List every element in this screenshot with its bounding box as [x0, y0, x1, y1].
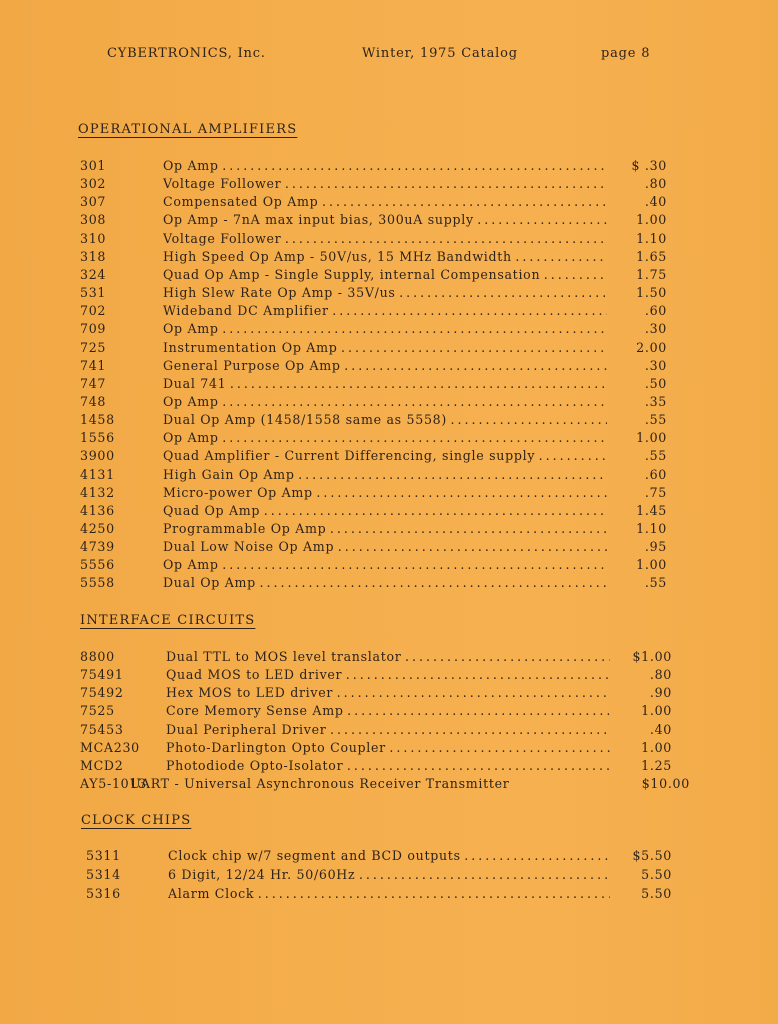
part-price: $1.00 — [632, 649, 672, 664]
part-description-text: Voltage Follower — [163, 176, 282, 192]
part-description-text: Quad MOS to LED driver — [166, 667, 343, 683]
part-description-text: Voltage Follower — [163, 230, 282, 246]
part-number: MCA230 — [80, 739, 140, 755]
part-price: .30 — [644, 357, 667, 373]
part-price: .40 — [644, 194, 667, 210]
part-description-text: UART - Universal Asynchronous Receiver Transmitter — [130, 776, 510, 792]
part-number: 748 — [80, 393, 107, 409]
catalog-row — [0, 358, 778, 376]
part-description — [168, 848, 610, 863]
catalog-row — [0, 867, 778, 885]
part-description-text: High Slew Rate Op Amp - 35V/us — [163, 285, 396, 301]
part-description-text: Alarm Clock — [168, 886, 255, 901]
part-description-text: Op Amp — [163, 321, 219, 337]
part-description — [163, 340, 607, 355]
part-description — [130, 776, 510, 791]
part-description-text: Op Amp — [163, 557, 219, 573]
part-description — [166, 758, 610, 773]
part-description — [163, 285, 607, 300]
part-number: 3900 — [80, 448, 115, 464]
part-description — [163, 176, 607, 191]
catalog-row — [0, 776, 778, 794]
part-price: 1.65 — [636, 248, 667, 264]
part-number: 302 — [80, 176, 107, 192]
catalog-row — [0, 376, 778, 394]
catalog-row — [0, 848, 778, 866]
part-number: 318 — [80, 248, 107, 264]
catalog-row — [0, 503, 778, 521]
part-number: 8800 — [80, 649, 115, 664]
part-description-text: Op Amp — [163, 158, 219, 173]
part-description — [168, 867, 610, 882]
part-price: 2.00 — [636, 339, 667, 355]
part-description-text: Core Memory Sense Amp — [166, 703, 344, 719]
part-price: .60 — [644, 303, 667, 319]
part-description — [166, 703, 610, 718]
part-price: .55 — [644, 448, 667, 464]
part-number: 75492 — [80, 685, 124, 701]
part-description — [163, 467, 607, 482]
part-description — [166, 740, 610, 755]
part-description — [163, 249, 607, 264]
part-description-text: Op Amp — [163, 430, 219, 446]
part-description-text: Op Amp - 7nA max input bias, 300uA supply — [163, 212, 474, 228]
catalog-row — [0, 557, 778, 575]
part-description — [163, 321, 607, 336]
catalog-row — [0, 539, 778, 557]
part-description-text: General Purpose Op Amp — [163, 357, 341, 373]
part-description — [163, 158, 607, 173]
part-description — [163, 575, 607, 590]
part-description-text: Dual 741 — [163, 375, 227, 391]
part-number: 4131 — [80, 466, 115, 482]
part-description — [163, 194, 607, 209]
part-price: 1.00 — [636, 212, 667, 228]
part-description-text: Photodiode Opto-Isolator — [166, 757, 344, 773]
part-description — [163, 412, 607, 427]
catalog-row — [0, 176, 778, 194]
part-number: MCD2 — [80, 757, 124, 773]
part-description — [166, 722, 610, 737]
part-price: .60 — [644, 466, 667, 482]
part-number: 5311 — [86, 848, 121, 863]
part-description — [163, 212, 607, 227]
part-number: 5316 — [86, 886, 121, 901]
part-price: .95 — [644, 539, 667, 555]
part-number: 747 — [80, 375, 107, 391]
part-description-text: Dual Op Amp — [163, 575, 256, 591]
part-description — [163, 485, 607, 500]
part-description — [163, 394, 607, 409]
part-price: .80 — [649, 667, 672, 683]
catalog-row — [0, 575, 778, 593]
catalog-row — [0, 886, 778, 904]
part-number: 4739 — [80, 539, 115, 555]
part-description-text: Micro-power Op Amp — [163, 484, 313, 500]
part-price: 1.75 — [636, 266, 667, 282]
part-description — [163, 376, 607, 391]
part-price: .90 — [649, 685, 672, 701]
part-number: 1458 — [80, 412, 115, 428]
section-title-interface-circuits: INTERFACE CIRCUITS — [80, 613, 256, 628]
part-description — [166, 667, 610, 682]
part-description-text: Dual TTL to MOS level translator — [166, 649, 402, 664]
part-price: 1.00 — [636, 430, 667, 446]
part-description-text: Programmable Op Amp — [163, 521, 327, 536]
catalog-row — [0, 394, 778, 412]
part-description — [163, 303, 607, 318]
part-number: 301 — [80, 158, 107, 173]
part-price: 1.50 — [636, 285, 667, 301]
part-number: 4132 — [80, 484, 115, 500]
part-number: 725 — [80, 339, 107, 355]
part-price: .55 — [644, 575, 667, 591]
part-number: 310 — [80, 230, 107, 246]
company-name: CYBERTRONICS, Inc. — [107, 46, 266, 61]
catalog-row — [0, 430, 778, 448]
part-description — [163, 539, 607, 554]
part-description-text: High Gain Op Amp — [163, 466, 295, 482]
part-number: 4136 — [80, 502, 115, 518]
part-number: 531 — [80, 285, 107, 301]
catalog-row — [0, 303, 778, 321]
catalog-row — [0, 685, 778, 703]
catalog-row — [0, 649, 778, 667]
catalog-row — [0, 340, 778, 358]
part-description — [168, 886, 610, 901]
part-price: 1.00 — [641, 703, 672, 719]
part-description-text: Clock chip w/7 segment and BCD outputs — [168, 848, 461, 863]
catalog-row — [0, 485, 778, 503]
catalog-row — [0, 740, 778, 758]
catalog-row — [0, 467, 778, 485]
part-number: 308 — [80, 212, 107, 228]
catalog-row — [0, 285, 778, 303]
part-description-text: 6 Digit, 12/24 Hr. 50/60Hz — [168, 867, 356, 882]
part-description-text: Compensated Op Amp — [163, 194, 319, 210]
catalog-row — [0, 249, 778, 267]
section-title-clock-chips: CLOCK CHIPS — [81, 813, 192, 828]
part-number: 5314 — [86, 867, 121, 882]
part-number: 324 — [80, 266, 107, 282]
part-price: 1.00 — [636, 557, 667, 573]
part-description — [163, 430, 607, 445]
part-price: .80 — [644, 176, 667, 192]
catalog-row — [0, 667, 778, 685]
catalog-title: Winter, 1975 Catalog — [362, 46, 518, 61]
part-price: .55 — [644, 412, 667, 428]
part-description — [163, 267, 607, 282]
part-price: .40 — [649, 721, 672, 737]
part-price: .50 — [644, 375, 667, 391]
part-number: 4250 — [80, 521, 115, 536]
part-description-text: Instrumentation Op Amp — [163, 339, 338, 355]
part-description — [163, 358, 607, 373]
part-description-text: Dual Peripheral Driver — [166, 721, 327, 737]
part-price: 5.50 — [641, 886, 672, 901]
part-description-text: Quad Amplifier - Current Differencing, single supply — [163, 448, 536, 464]
catalog-row — [0, 448, 778, 466]
part-description — [163, 521, 607, 536]
part-number: 741 — [80, 357, 107, 373]
part-number: AY5-1013 — [80, 776, 147, 792]
page-number: page 8 — [601, 46, 651, 61]
part-description-text: Photo-Darlington Opto Coupler — [166, 739, 386, 755]
part-number: 75453 — [80, 721, 124, 737]
part-price: $ .30 — [631, 158, 667, 173]
catalog-row — [0, 521, 778, 539]
part-description — [163, 448, 607, 463]
part-price: 1.10 — [636, 521, 667, 536]
part-price: $5.50 — [632, 848, 672, 863]
catalog-row — [0, 758, 778, 776]
part-number: 75491 — [80, 667, 124, 683]
part-description — [163, 231, 607, 246]
section-title-operational-amplifiers: OPERATIONAL AMPLIFIERS — [78, 122, 298, 137]
catalog-row — [0, 158, 778, 176]
part-description-text: Dual Op Amp (1458/1558 same as 5558) — [163, 412, 448, 428]
part-description-text: Op Amp — [163, 393, 219, 409]
part-description-text: Dual Low Noise Op Amp — [163, 539, 335, 555]
part-description-text: Quad Op Amp - Single Supply, internal Compensation — [163, 266, 541, 282]
part-price: $10.00 — [641, 776, 690, 792]
part-description-text: Quad Op Amp — [163, 502, 261, 518]
part-description — [163, 557, 607, 572]
part-description — [163, 503, 607, 518]
catalog-row — [0, 267, 778, 285]
part-number: 5558 — [80, 575, 115, 591]
catalog-row — [0, 231, 778, 249]
catalog-row — [0, 703, 778, 721]
part-price: 1.25 — [641, 757, 672, 773]
part-price: .75 — [644, 484, 667, 500]
part-description-text: Hex MOS to LED driver — [166, 685, 334, 701]
part-price: 1.45 — [636, 502, 667, 518]
part-description-text: High Speed Op Amp - 50V/us, 15 MHz Bandwidth — [163, 248, 512, 264]
part-price: 5.50 — [641, 867, 672, 882]
part-number: 709 — [80, 321, 107, 337]
catalog-row — [0, 212, 778, 230]
part-number: 5556 — [80, 557, 115, 573]
part-price: 1.10 — [636, 230, 667, 246]
part-number: 702 — [80, 303, 107, 319]
part-description-text: Wideband DC Amplifier — [163, 303, 329, 319]
catalog-row — [0, 722, 778, 740]
catalog-row — [0, 412, 778, 430]
catalog-row — [0, 321, 778, 339]
catalog-row — [0, 194, 778, 212]
part-number: 307 — [80, 194, 107, 210]
part-description — [166, 685, 610, 700]
part-price: .35 — [644, 393, 667, 409]
part-number: 1556 — [80, 430, 115, 446]
part-number: 7525 — [80, 703, 115, 719]
part-description — [166, 649, 610, 664]
part-price: .30 — [644, 321, 667, 337]
part-price: 1.00 — [641, 739, 672, 755]
